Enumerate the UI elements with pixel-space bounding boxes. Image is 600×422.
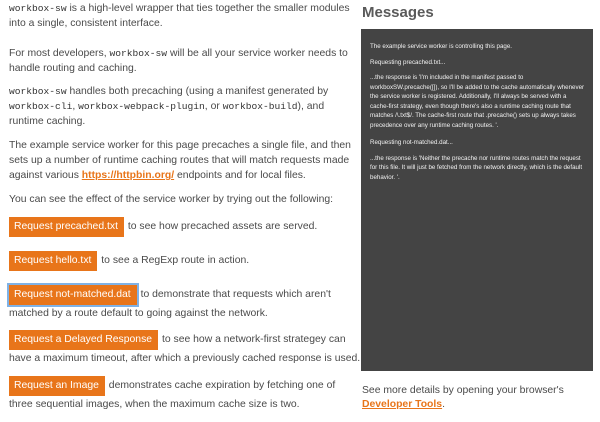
intro-text-2a: For most developers, (9, 48, 110, 59)
devtools-hint-end: . (442, 399, 445, 410)
intro-text-2b: will be all your service worker needs to handle routing and caching. (9, 48, 348, 74)
action-desc: demonstrates cache expiration by fetching one of three sequential images, when the maximum cache size is two. (9, 380, 336, 410)
intro-paragraph-3 (9, 84, 359, 129)
message-line: Requesting not-matched.dat... (370, 139, 453, 146)
request-delayed-response-button[interactable]: Request a Delayed Response (9, 330, 158, 350)
message-line: The example service worker is controlling this page. (370, 43, 513, 50)
developer-tools-link[interactable]: Developer Tools (362, 399, 443, 410)
request-image-button[interactable]: Request an Image (9, 376, 105, 396)
message-line: Requesting precached.txt... (370, 58, 446, 66)
action-desc: to see how precached assets are served. (124, 221, 318, 232)
intro-paragraph-1 (9, 1, 359, 31)
action-row-precached (9, 217, 361, 237)
code-workbox-sw: workbox-sw (9, 86, 67, 97)
action-desc: to see a RegExp route in action. (98, 255, 250, 266)
request-hello-button[interactable]: Request hello.txt (9, 251, 97, 271)
message-line: ...the response is 'Neither the precache nor runtime routes match the request for this file. It will just be fetched from the network directly, which is the default behavior. '. (370, 154, 583, 181)
intro-paragraph-2 (9, 46, 359, 76)
intro-paragraph-4 (9, 138, 359, 183)
code-workbox-cli: workbox-cli (9, 101, 73, 112)
code-workbox-sw: workbox-sw (109, 48, 168, 59)
action-desc: to demonstrate that requests which aren't matched by a route default to going against the network. (9, 289, 331, 319)
code-workbox-build: workbox-build (222, 101, 298, 112)
messages-heading: Messages (362, 4, 434, 21)
action-row-hello (9, 251, 361, 271)
intro-sep-1: , (72, 101, 79, 112)
intro-text-5: You can see the effect of the service worker by trying out the following: (9, 194, 334, 205)
intro-text-3a: handles both precaching (using a manifest generated by (66, 86, 329, 97)
message-line: ...the response is 'I'm included in the manifest passed to workboxSW.precache([]), so I'll be added to the cache automatically whenever the service worker is registered. Additionally, I'll always be served with a cache-first strategy, even though there's also a runtime caching route that matches /\.txt$/. The cache-first route that .precache() sets up always takes precedence over any runtime caching routes. '. (370, 74, 585, 129)
code-workbox-webpack-plugin: workbox-webpack-plugin (78, 101, 205, 112)
code-workbox-sw: workbox-sw (9, 3, 67, 14)
intro-text-3b: ), and runtime caching. (9, 101, 325, 127)
request-precached-button[interactable]: Request precached.txt (9, 217, 124, 237)
action-row-delayed (9, 330, 361, 368)
request-not-matched-button[interactable]: Request not-matched.dat (9, 285, 137, 305)
intro-text-4: The example service worker for this page precaches a single file, and then sets up a number of runtime caching routes that will match requests made against various (9, 140, 351, 181)
action-row-image (9, 376, 361, 414)
intro-text-4b: endpoints and for local files. (174, 170, 306, 181)
httpbin-link[interactable]: https://httpbin.org/ (81, 170, 175, 181)
action-row-not-matched (9, 285, 361, 323)
devtools-hint-text: See more details by opening your browser's (362, 385, 564, 396)
devtools-hint (362, 384, 594, 412)
intro-sep-2: , or (204, 101, 223, 112)
intro-paragraph-5 (9, 192, 359, 207)
intro-text-1: is a high-level wrapper that ties together the smaller modules into a single, consistent interface. (9, 3, 350, 29)
action-desc: to see how a network-first strategey can have a maximum timeout, after which a previously cached response is used. (9, 334, 361, 364)
messages-log[interactable] (361, 29, 593, 371)
